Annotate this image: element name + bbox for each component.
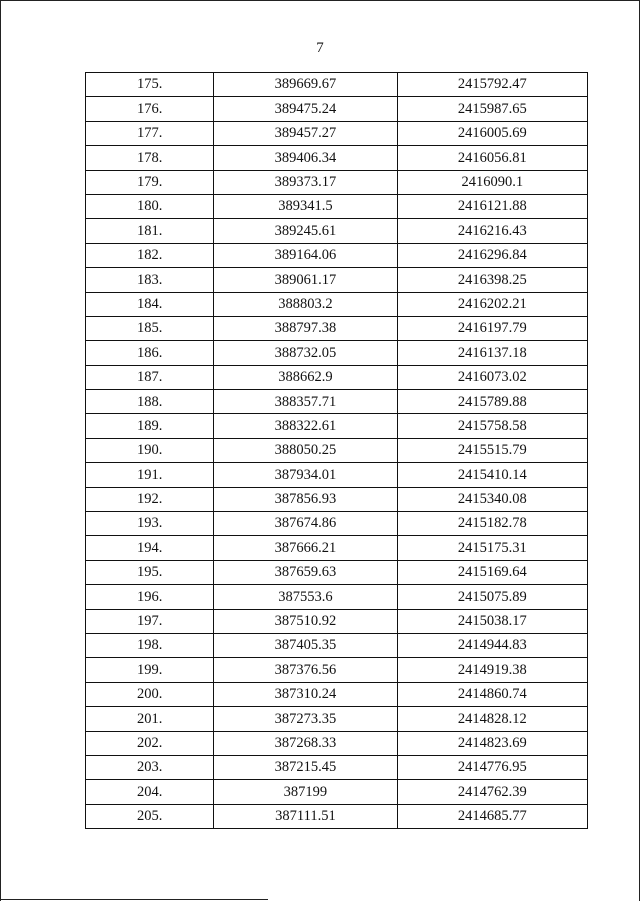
point-number-cell: 202. [86,731,214,755]
point-number-cell: 176. [86,97,214,121]
table-row [86,707,588,731]
x-coordinate-cell: 388050.25 [214,438,397,462]
x-coordinate-cell: 388803.2 [214,292,397,316]
x-coordinate-cell: 389475.24 [214,97,397,121]
x-coordinate-cell: 387510.92 [214,609,397,633]
table-row [86,268,588,292]
table-row [86,243,588,267]
point-number-cell: 179. [86,170,214,194]
x-coordinate-cell: 387215.45 [214,755,397,779]
table-row [86,146,588,170]
point-number-cell: 195. [86,560,214,584]
y-coordinate-cell: 2416296.84 [397,243,587,267]
x-coordinate-cell: 387273.35 [214,707,397,731]
point-number-cell: 194. [86,536,214,560]
y-coordinate-cell: 2415789.88 [397,390,587,414]
x-coordinate-cell: 389669.67 [214,73,397,97]
table-row [86,804,588,828]
x-coordinate-cell: 387659.63 [214,560,397,584]
point-number-cell: 189. [86,414,214,438]
table-row [86,463,588,487]
x-coordinate-cell: 387405.35 [214,633,397,657]
point-number-cell: 191. [86,463,214,487]
point-number-cell: 186. [86,341,214,365]
y-coordinate-cell: 2414860.74 [397,682,587,706]
table-row [86,73,588,97]
y-coordinate-cell: 2416005.69 [397,121,587,145]
y-coordinate-cell: 2416073.02 [397,365,587,389]
bottom-rule [0,899,268,900]
x-coordinate-cell: 387553.6 [214,585,397,609]
table-row [86,341,588,365]
table-row [86,219,588,243]
table-row [86,560,588,584]
y-coordinate-cell: 2415169.64 [397,560,587,584]
x-coordinate-cell: 389164.06 [214,243,397,267]
y-coordinate-cell: 2415515.79 [397,438,587,462]
point-number-cell: 181. [86,219,214,243]
y-coordinate-cell: 2415758.58 [397,414,587,438]
point-number-cell: 182. [86,243,214,267]
coordinates-table [85,72,588,829]
x-coordinate-cell: 389457.27 [214,121,397,145]
x-coordinate-cell: 389373.17 [214,170,397,194]
y-coordinate-cell: 2416090.1 [397,170,587,194]
point-number-cell: 180. [86,194,214,218]
point-number-cell: 198. [86,633,214,657]
x-coordinate-cell: 387268.33 [214,731,397,755]
table-row [86,194,588,218]
y-coordinate-cell: 2414823.69 [397,731,587,755]
table-row [86,121,588,145]
point-number-cell: 175. [86,73,214,97]
x-coordinate-cell: 387666.21 [214,536,397,560]
table-row [86,487,588,511]
x-coordinate-cell: 389245.61 [214,219,397,243]
y-coordinate-cell: 2415987.65 [397,97,587,121]
table-row [86,633,588,657]
y-coordinate-cell: 2415340.08 [397,487,587,511]
y-coordinate-cell: 2414919.38 [397,658,587,682]
point-number-cell: 197. [86,609,214,633]
y-coordinate-cell: 2415182.78 [397,512,587,536]
table-row [86,390,588,414]
table-row [86,512,588,536]
y-coordinate-cell: 2415075.89 [397,585,587,609]
x-coordinate-cell: 387856.93 [214,487,397,511]
x-coordinate-cell: 388662.9 [214,365,397,389]
x-coordinate-cell: 389341.5 [214,194,397,218]
table-row [86,438,588,462]
point-number-cell: 188. [86,390,214,414]
table-row [86,170,588,194]
y-coordinate-cell: 2415410.14 [397,463,587,487]
table-row [86,292,588,316]
point-number-cell: 201. [86,707,214,731]
table-row [86,682,588,706]
table-row [86,365,588,389]
y-coordinate-cell: 2414776.95 [397,755,587,779]
point-number-cell: 190. [86,438,214,462]
y-coordinate-cell: 2416197.79 [397,316,587,340]
table-row [86,97,588,121]
point-number-cell: 183. [86,268,214,292]
y-coordinate-cell: 2415792.47 [397,73,587,97]
y-coordinate-cell: 2414944.83 [397,633,587,657]
point-number-cell: 199. [86,658,214,682]
y-coordinate-cell: 2416216.43 [397,219,587,243]
table-row [86,536,588,560]
y-coordinate-cell: 2414685.77 [397,804,587,828]
point-number-cell: 192. [86,487,214,511]
x-coordinate-cell: 389061.17 [214,268,397,292]
y-coordinate-cell: 2415175.31 [397,536,587,560]
table-row [86,755,588,779]
y-coordinate-cell: 2416056.81 [397,146,587,170]
y-coordinate-cell: 2416398.25 [397,268,587,292]
x-coordinate-cell: 387934.01 [214,463,397,487]
x-coordinate-cell: 387111.51 [214,804,397,828]
coordinates-table-body [86,73,588,829]
point-number-cell: 205. [86,804,214,828]
table-row [86,780,588,804]
y-coordinate-cell: 2415038.17 [397,609,587,633]
page-number: 7 [316,40,324,56]
x-coordinate-cell: 388797.38 [214,316,397,340]
table-row [86,585,588,609]
point-number-cell: 184. [86,292,214,316]
table-row [86,731,588,755]
x-coordinate-cell: 387199 [214,780,397,804]
point-number-cell: 178. [86,146,214,170]
table-row [86,414,588,438]
x-coordinate-cell: 388357.71 [214,390,397,414]
y-coordinate-cell: 2416202.21 [397,292,587,316]
x-coordinate-cell: 387376.56 [214,658,397,682]
point-number-cell: 185. [86,316,214,340]
x-coordinate-cell: 388322.61 [214,414,397,438]
point-number-cell: 200. [86,682,214,706]
point-number-cell: 203. [86,755,214,779]
x-coordinate-cell: 389406.34 [214,146,397,170]
table-row [86,316,588,340]
table-row [86,658,588,682]
y-coordinate-cell: 2416121.88 [397,194,587,218]
table-row [86,609,588,633]
y-coordinate-cell: 2416137.18 [397,341,587,365]
y-coordinate-cell: 2414828.12 [397,707,587,731]
x-coordinate-cell: 387674.86 [214,512,397,536]
y-coordinate-cell: 2414762.39 [397,780,587,804]
x-coordinate-cell: 388732.05 [214,341,397,365]
point-number-cell: 187. [86,365,214,389]
point-number-cell: 196. [86,585,214,609]
point-number-cell: 193. [86,512,214,536]
x-coordinate-cell: 387310.24 [214,682,397,706]
point-number-cell: 204. [86,780,214,804]
point-number-cell: 177. [86,121,214,145]
